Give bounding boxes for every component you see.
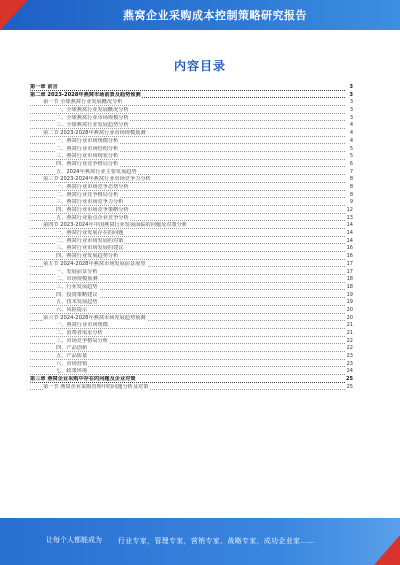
header-red-corner (0, 0, 28, 30)
toc-entry-page: 23 (346, 353, 353, 360)
toc-entry-page: 23 (346, 360, 353, 367)
footer-slogan-right: 行业专家，管理专家，营销专家，战略专家，成功企业家…… (118, 537, 316, 545)
toc-entry-label: 一、发展前景分析 (56, 268, 98, 275)
toc-entry-page: 21 (346, 322, 353, 329)
toc-entry[interactable] (30, 122, 353, 130)
toc-entry[interactable] (30, 338, 353, 346)
toc-entry[interactable] (30, 330, 353, 338)
table-of-contents (30, 84, 353, 392)
toc-entry-page: 18 (346, 276, 353, 283)
toc-entry-label: 四、燕窝行业竞争格局分析 (56, 160, 119, 167)
toc-entry[interactable] (30, 230, 353, 238)
toc-entry[interactable] (30, 299, 353, 307)
toc-entry-page: 14 (346, 222, 353, 229)
toc-entry-page: 14 (346, 237, 353, 244)
toc-entry-label: 第三章 燕窝企业采购中存在的问题及企业对策 (30, 376, 136, 383)
toc-entry-label: 五、燕窝行业重点企业竞争分析 (56, 214, 129, 221)
toc-entry[interactable] (30, 207, 353, 215)
toc-leader-dots (30, 228, 345, 229)
toc-entry-label: 二、消费者需求分析 (56, 330, 103, 336)
toc-entry-page: 17 (346, 268, 353, 275)
toc-entry[interactable] (30, 184, 353, 192)
toc-entry-page: 7 (349, 168, 353, 175)
toc-entry-label: 第一章 前言 (30, 84, 58, 90)
toc-entry-label: 三、全球燕窝行业发展趋势分析 (56, 122, 129, 129)
toc-entry[interactable] (30, 292, 353, 300)
toc-entry[interactable] (30, 238, 353, 246)
toc-entry-label: 二、燕窝行业竞争格局分析 (56, 191, 119, 198)
toc-entry-page: 5 (349, 153, 353, 160)
toc-heading: 内容目录 (173, 59, 226, 73)
toc-entry[interactable] (30, 315, 353, 323)
toc-entry-page: 4 (349, 130, 353, 137)
toc-entry-label: 第五节 2024-2028年燕窝市场发展前景展望 (43, 260, 146, 267)
toc-entry[interactable] (30, 376, 353, 384)
toc-leader-dots (30, 328, 345, 329)
toc-entry-page: 5 (349, 145, 353, 152)
toc-entry[interactable] (30, 146, 353, 154)
toc-leader-dots (30, 205, 345, 206)
toc-entry-label: 一、燕窝行业市场规模分析 (56, 137, 119, 144)
toc-entry-label: 五、技术发展趋势 (56, 299, 98, 306)
toc-leader-dots (30, 128, 345, 129)
toc-entry-page: 13 (346, 214, 353, 221)
toc-entry-label: 三、市场竞争格局分析 (56, 337, 108, 344)
toc-entry[interactable] (30, 345, 353, 353)
toc-entry[interactable] (30, 153, 353, 161)
footer-slogan-left: 让每个人都能成为 (46, 536, 102, 544)
toc-entry-page: 19 (346, 291, 353, 298)
toc-leader-dots (30, 251, 345, 252)
toc-leader-dots (30, 374, 345, 375)
toc-entry-label: 六、风险提示 (56, 306, 88, 313)
toc-entry-page: 3 (349, 107, 353, 114)
toc-entry-page: 8 (349, 191, 353, 198)
toc-entry-label: 七、政策环境 (56, 368, 88, 375)
toc-entry-page: 9 (349, 199, 353, 206)
toc-entry-label: 三、燕窝行业市场发展的建议 (56, 245, 124, 252)
toc-entry-page: 22 (346, 345, 353, 352)
toc-entry[interactable] (30, 176, 353, 184)
toc-entry[interactable] (30, 253, 353, 261)
report-title: 燕窝企业采购成本控制策略研究报告 (123, 9, 307, 22)
toc-entry[interactable] (30, 215, 353, 223)
toc-entry-page: 8 (349, 183, 353, 190)
toc-entry[interactable] (30, 307, 353, 315)
toc-entry[interactable] (30, 245, 353, 253)
toc-entry-label: 四、燕窝行业市场竞争策略分析 (56, 207, 129, 213)
toc-entry[interactable] (30, 130, 353, 138)
toc-entry[interactable] (30, 353, 353, 361)
toc-leader-dots (30, 351, 345, 352)
toc-entry-label: 一、燕窝行业市场竞争态势分析 (56, 183, 129, 190)
toc-entry[interactable] (30, 192, 353, 200)
toc-entry-label: 三、燕窝行业市场现状分析 (56, 153, 119, 160)
toc-entry-page: 3 (349, 99, 353, 106)
toc-entry-page: 17 (346, 260, 353, 267)
toc-entry-label: 第六节 2024-2028年燕窝市场发展趋势预测 (43, 314, 146, 321)
toc-entry-page: 18 (346, 283, 353, 290)
toc-entry-page: 3 (349, 114, 353, 121)
toc-entry-label: 四、燕窝行业发展趋势分析 (56, 253, 119, 260)
toc-entry-page: 25 (346, 376, 353, 383)
toc-entry[interactable] (30, 322, 353, 330)
toc-entry-label: 第二节 2023-2028年燕窝行业市场规模预测 (43, 130, 146, 137)
toc-entry-label: 一、燕窝行业发展存在的问题 (56, 230, 124, 237)
toc-entry-page: 14 (346, 230, 353, 237)
toc-entry-page: 25 (346, 383, 353, 390)
toc-leader-dots (30, 105, 345, 106)
toc-entry-label: 五、2024年燕窝行业主要发展趋势 (56, 168, 137, 175)
toc-entry-page: 3 (349, 84, 353, 90)
toc-entry-page: 12 (346, 207, 353, 213)
toc-entry[interactable] (30, 222, 353, 230)
toc-entry-page: 16 (346, 253, 353, 260)
toc-entry[interactable] (30, 161, 353, 169)
toc-entry-label: 四、投资策略建议 (56, 291, 98, 298)
footer-banner (0, 518, 400, 565)
toc-leader-dots (30, 90, 345, 91)
toc-entry-page: 21 (346, 330, 353, 336)
toc-entry[interactable] (30, 115, 353, 123)
toc-entry-label: 四、产品创新 (56, 345, 88, 352)
toc-entry-label: 第四节 2023-2024年中国燕窝行业发展面临的问题及对策分析 (43, 222, 188, 229)
footer-red-corner (374, 535, 400, 565)
toc-entry-label: 第三节 2023-2024年燕窝行业市场竞争力分析 (43, 176, 151, 183)
toc-entry-label: 六、市场营销 (56, 360, 88, 367)
toc-entry[interactable] (30, 276, 353, 284)
toc-entry-page: 16 (346, 245, 353, 252)
toc-entry[interactable] (30, 92, 353, 100)
toc-entry-label: 二、燕窝行业市场结构分析 (56, 145, 119, 152)
toc-entry[interactable] (30, 261, 353, 269)
toc-entry-page: 19 (346, 299, 353, 306)
toc-entry[interactable] (30, 199, 353, 207)
toc-entry[interactable] (30, 169, 353, 177)
toc-entry-label: 五、产品质量 (56, 353, 88, 360)
toc-entry-page: 8 (349, 176, 353, 183)
toc-entry-label: 第一节 全球燕窝行业发展概况分析 (43, 99, 123, 106)
toc-entry[interactable] (30, 384, 353, 392)
toc-entry-label: 二、燕窝行业市场发展的对策 (56, 237, 124, 244)
toc-entry-label: 二、全球燕窝行业市场规模分析 (56, 114, 129, 121)
toc-entry-label: 二、市场规模预测 (56, 276, 98, 283)
header-banner (0, 0, 400, 30)
toc-entry[interactable] (30, 107, 353, 115)
toc-entry[interactable] (30, 368, 353, 376)
toc-entry-label: 第二章 2023-2028年燕窝市场前景及趋势预测 (30, 91, 141, 98)
toc-entry[interactable] (30, 84, 353, 92)
toc-entry-label: 三、行业发展趋势 (56, 283, 98, 290)
toc-entry-page: 6 (349, 160, 353, 167)
toc-entry-page: 4 (349, 137, 353, 144)
toc-entry-label: 一、燕窝行业市场规模 (56, 322, 108, 329)
toc-entry-page: 3 (349, 91, 353, 98)
toc-entry[interactable] (30, 269, 353, 277)
toc-entry-label: 第一节 燕窝企业采购管理中的问题分析及对策 (43, 383, 149, 390)
toc-entry-page: 24 (346, 368, 353, 375)
toc-entry[interactable] (30, 284, 353, 292)
toc-entry-page: 4 (349, 122, 353, 129)
toc-entry[interactable] (30, 361, 353, 369)
toc-entry-page: 20 (346, 306, 353, 313)
toc-entry-page: 20 (346, 314, 353, 321)
toc-entry[interactable] (30, 138, 353, 146)
toc-entry[interactable] (30, 99, 353, 107)
toc-entry-page: 22 (346, 337, 353, 344)
toc-entry-label: 三、燕窝行业市场竞争力分析 (56, 199, 124, 206)
toc-entry-label: 一、全球燕窝行业发展概况分析 (56, 107, 129, 114)
